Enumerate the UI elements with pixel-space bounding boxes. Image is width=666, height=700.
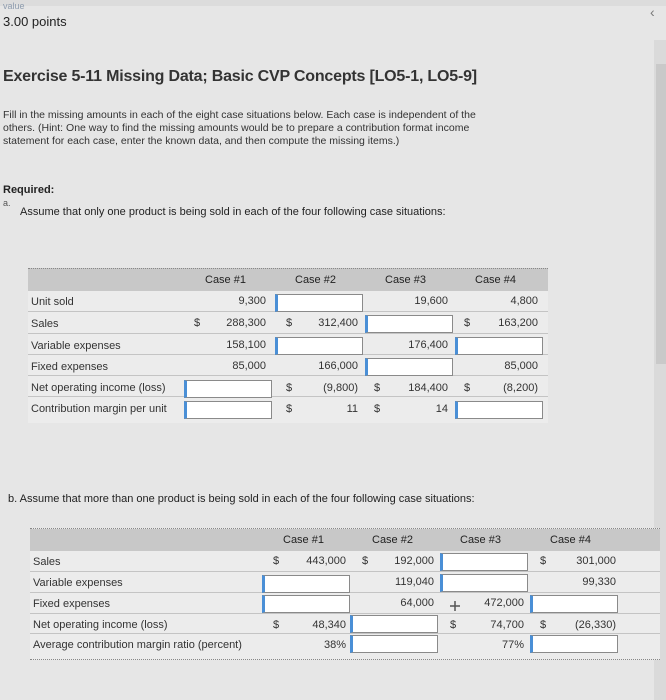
scrollbar-thumb[interactable]	[656, 64, 666, 364]
table-a-header-case3: Case #3	[385, 274, 426, 286]
dollar-sign: $	[194, 317, 201, 329]
dollar-sign: $	[286, 403, 293, 415]
dollar-sign: $	[450, 619, 457, 631]
table-b-header-case4: Case #4	[550, 534, 591, 546]
dollar-sign: $	[362, 555, 369, 567]
table-b-header-case2: Case #2	[372, 534, 413, 546]
top-strip	[0, 0, 666, 6]
a-c3-noi: 184,400	[408, 382, 448, 394]
a-c2-noi: (9,800)	[323, 382, 358, 394]
table-b-header	[30, 529, 660, 551]
dollar-sign: $	[286, 317, 293, 329]
b-c1-noi: 48,340	[312, 619, 346, 631]
row-label-variable-expenses: Variable expenses	[31, 340, 121, 352]
a-c3-variable-expenses: 176,400	[408, 339, 448, 351]
chevron-left-icon[interactable]: ‹	[650, 4, 655, 20]
instructions-line: others. (Hint: One way to find the missing amounts would be to prepare a contribution format income	[3, 122, 470, 134]
row-label-fixed-expenses: Fixed expenses	[31, 361, 109, 373]
row-divider	[28, 375, 548, 376]
a-c4-noi: (8,200)	[503, 382, 538, 394]
a-c2-cm-per-unit: 11	[346, 403, 358, 415]
a-c3-fixed-input[interactable]	[365, 358, 453, 376]
b-c1-sales: 443,000	[306, 555, 346, 567]
a-c4-cm-input[interactable]	[455, 401, 543, 419]
table-a-header-case2: Case #2	[295, 274, 336, 286]
instructions	[3, 109, 563, 148]
b-c3-sales-input[interactable]	[440, 553, 528, 571]
b-c2-ratio-input[interactable]	[350, 635, 438, 653]
row-divider	[30, 633, 660, 634]
row-label-cm-per-unit: Contribution margin per unit	[31, 403, 167, 415]
a-c3-sales-input[interactable]	[365, 315, 453, 333]
b-c4-ratio-input[interactable]	[530, 635, 618, 653]
row-divider	[30, 613, 660, 614]
b-c3-ratio: 77%	[501, 639, 524, 651]
exercise-title: Exercise 5-11 Missing Data; Basic CVP Concepts [LO5-1, LO5-9]	[3, 68, 477, 85]
table-a-header-case4: Case #4	[475, 274, 516, 286]
part-a-letter: a.	[3, 198, 11, 208]
dollar-sign: $	[374, 403, 381, 415]
row-label-net-operating-income: Net operating income (loss)	[33, 619, 168, 631]
a-c1-fixed-expenses: 85,000	[232, 360, 266, 372]
a-c1-units: 9,300	[238, 295, 266, 307]
row-label-unit-sold: Unit sold	[31, 296, 74, 308]
a-c4-variable-input[interactable]	[455, 337, 543, 355]
a-c2-sales: 312,400	[318, 317, 358, 329]
part-a-text: Assume that only one product is being sold in each of the four following case situations:	[20, 206, 446, 218]
a-c3-units: 19,600	[414, 295, 448, 307]
a-c2-fixed-expenses: 166,000	[318, 360, 358, 372]
row-label-variable-expenses: Variable expenses	[33, 577, 123, 589]
b-c2-sales: 192,000	[394, 555, 434, 567]
b-c2-noi-input[interactable]	[350, 615, 438, 633]
dollar-sign: $	[464, 317, 471, 329]
dollar-sign: $	[540, 555, 547, 567]
row-divider	[30, 571, 660, 572]
a-c4-fixed-expenses: 85,000	[504, 360, 538, 372]
b-c3-noi: 74,700	[490, 619, 524, 631]
row-label-sales: Sales	[33, 556, 61, 568]
a-c2-variable-input[interactable]	[275, 337, 363, 355]
b-c1-variable-input[interactable]	[262, 575, 350, 593]
value-label: value	[3, 1, 25, 11]
a-c1-sales: 288,300	[226, 317, 266, 329]
b-c3-variable-input[interactable]	[440, 574, 528, 592]
dollar-sign: $	[374, 382, 381, 394]
a-c1-noi-input[interactable]	[184, 380, 272, 398]
table-b-header-case1: Case #1	[283, 534, 324, 546]
instructions-line: Fill in the missing amounts in each of the eight case situations below. Each case is independent of the	[3, 109, 476, 121]
b-c1-fixed-input[interactable]	[262, 595, 350, 613]
table-b	[30, 528, 660, 660]
a-c2-units-input[interactable]	[275, 294, 363, 312]
part-b-text: b. Assume that more than one product is being sold in each of the four following case situations:	[8, 493, 475, 505]
row-divider	[28, 396, 548, 397]
table-a-header-case1: Case #1	[205, 274, 246, 286]
a-c1-cm-input[interactable]	[184, 401, 272, 419]
dollar-sign: $	[273, 619, 280, 631]
instructions-line: statement for each case, enter the known data, and then compute the missing items.)	[3, 135, 400, 147]
dollar-sign: $	[273, 555, 280, 567]
table-a	[28, 268, 548, 423]
row-divider	[28, 333, 548, 334]
b-c4-fixed-input[interactable]	[530, 595, 618, 613]
points-label: 3.00 points	[3, 14, 67, 29]
b-c1-ratio: 38%	[323, 639, 346, 651]
a-c1-variable-expenses: 158,100	[226, 339, 266, 351]
b-c2-variable-expenses: 119,040	[395, 576, 434, 588]
dollar-sign: $	[540, 619, 547, 631]
dollar-sign: $	[464, 382, 471, 394]
a-c4-sales: 163,200	[498, 317, 538, 329]
row-label-sales: Sales	[31, 318, 59, 330]
b-c2-fixed-expenses: 64,000	[400, 597, 434, 609]
a-c3-cm-per-unit: 14	[435, 403, 448, 415]
b-c4-variable-expenses: 99,330	[582, 576, 616, 588]
row-label-avg-cm-ratio: Average contribution margin ratio (percent)	[33, 639, 242, 651]
row-label-fixed-expenses: Fixed expenses	[33, 598, 111, 610]
b-c3-fixed-expenses: 472,000	[484, 597, 524, 609]
table-b-header-case3: Case #3	[460, 534, 501, 546]
required-label: Required:	[3, 184, 55, 196]
b-c4-sales: 301,000	[576, 555, 616, 567]
table-a-header	[28, 268, 548, 291]
a-c4-units: 4,800	[510, 295, 538, 307]
row-label-net-operating-income: Net operating income (loss)	[31, 382, 166, 394]
b-c4-noi: (26,330)	[575, 619, 616, 631]
dollar-sign: $	[286, 382, 293, 394]
